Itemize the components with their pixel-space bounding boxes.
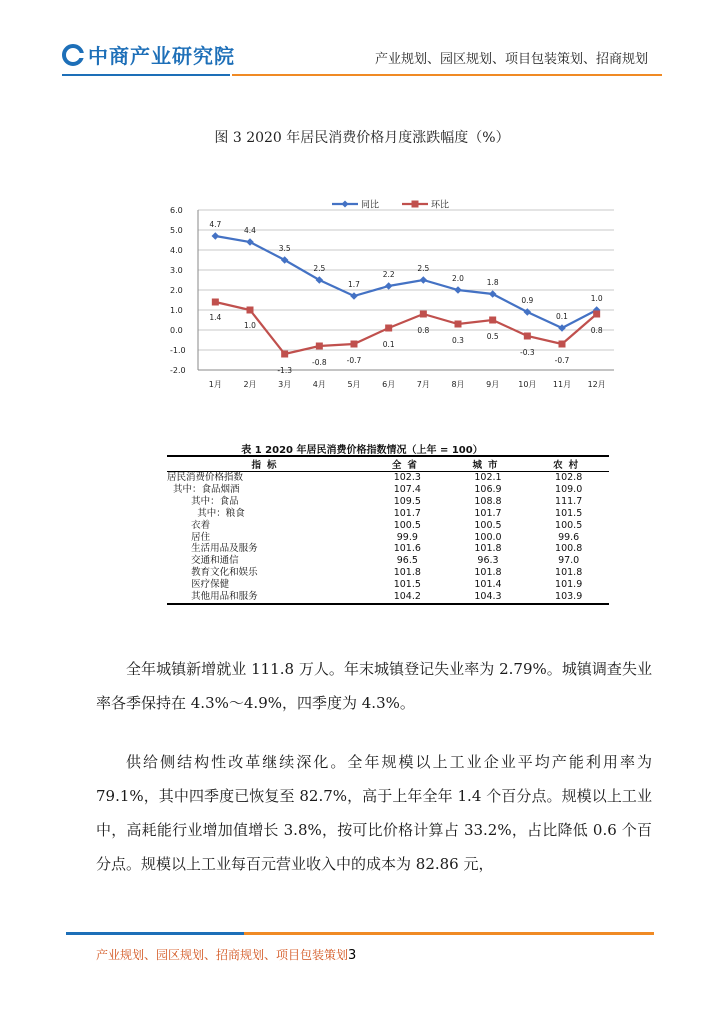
paragraph-text: 全年城镇新增就业 111.8 万人。年末城镇登记失业率为 2.79%。城镇调查失业率各季保持在 4.3%～4.9%，四季度为 4.3%。 bbox=[96, 660, 652, 712]
page-number: 3 bbox=[348, 948, 357, 963]
table-header-row bbox=[167, 456, 609, 472]
cell-province: 107.4 bbox=[393, 483, 421, 495]
y-tick-label: 5.0 bbox=[170, 226, 183, 235]
data-label: 4.4 bbox=[244, 226, 256, 235]
paragraph-employment bbox=[96, 652, 652, 720]
cell-province: 109.5 bbox=[393, 495, 421, 507]
header-tagline: 产业规划、园区规划、项目包装策划、招商规划 bbox=[374, 52, 648, 67]
cell-rural: 101.9 bbox=[555, 579, 583, 591]
cell-rural: 109.0 bbox=[555, 483, 583, 495]
legend-label: 环比 bbox=[431, 200, 450, 211]
row-label: 衣着 bbox=[167, 519, 211, 531]
table-row bbox=[167, 532, 609, 544]
row-label: 生活用品及服务 bbox=[167, 543, 258, 555]
data-point-yoy bbox=[350, 292, 358, 300]
data-label: 1.0 bbox=[244, 321, 256, 330]
row-label: 医疗保健 bbox=[167, 579, 230, 591]
data-point-mom bbox=[559, 341, 566, 348]
data-point-yoy bbox=[420, 276, 428, 284]
cell-province: 101.8 bbox=[393, 567, 421, 579]
figure-title: 图 3 2020 年居民消费价格月度涨跌幅度（%） bbox=[214, 130, 510, 146]
data-point-yoy bbox=[489, 290, 497, 298]
data-label: 2.0 bbox=[452, 274, 464, 283]
x-tick-label: 7月 bbox=[416, 380, 430, 389]
cell-city: 96.3 bbox=[477, 555, 499, 567]
cell-city: 101.8 bbox=[474, 543, 502, 555]
y-tick-label: 4.0 bbox=[170, 246, 183, 255]
table-row bbox=[167, 591, 609, 604]
data-label: 1.8 bbox=[486, 278, 499, 287]
cell-rural: 100.5 bbox=[555, 519, 583, 531]
row-label: 其中：食品 bbox=[167, 495, 239, 507]
cell-city: 101.8 bbox=[474, 567, 502, 579]
data-point-mom bbox=[281, 351, 288, 358]
table-row bbox=[167, 508, 609, 520]
cell-rural: 101.5 bbox=[555, 507, 583, 519]
paragraph-supply-side bbox=[96, 745, 652, 881]
cell-province: 100.5 bbox=[393, 519, 421, 531]
x-tick-label: 12月 bbox=[587, 380, 606, 389]
logo-text: 中商产业研究院 bbox=[88, 44, 235, 68]
cell-rural: 103.9 bbox=[528, 591, 609, 604]
data-point-mom bbox=[316, 343, 323, 350]
data-point-yoy bbox=[524, 308, 532, 316]
footer bbox=[96, 946, 356, 963]
table-row bbox=[167, 484, 609, 496]
cell-province: 99.9 bbox=[396, 531, 418, 543]
legend-label: 同比 bbox=[361, 200, 380, 211]
data-point-mom bbox=[247, 307, 254, 314]
data-point-yoy bbox=[212, 232, 220, 240]
header-divider-blue bbox=[62, 74, 230, 76]
cpi-line-chart bbox=[160, 192, 620, 402]
cell-city: 101.4 bbox=[474, 579, 502, 591]
data-point-mom bbox=[489, 317, 496, 324]
data-point-mom bbox=[212, 299, 219, 306]
data-label: -0.3 bbox=[520, 348, 535, 357]
data-label: 0.1 bbox=[382, 340, 395, 349]
data-label: 2.2 bbox=[382, 270, 395, 279]
data-label: 2.5 bbox=[417, 264, 430, 273]
row-label: 居民消费价格指数 bbox=[167, 472, 244, 483]
y-tick-label: 1.0 bbox=[170, 306, 183, 315]
y-tick-label: 2.0 bbox=[170, 286, 183, 295]
cell-province: 96.5 bbox=[396, 555, 418, 567]
y-tick-label: 6.0 bbox=[170, 206, 183, 215]
cell-city: 108.8 bbox=[474, 495, 502, 507]
row-label: 其中：食品烟酒 bbox=[167, 483, 240, 495]
table-row bbox=[167, 567, 609, 579]
cell-rural: 111.7 bbox=[555, 495, 583, 507]
col-header-city: 城市 bbox=[448, 456, 529, 472]
logo-icon bbox=[62, 44, 84, 66]
company-logo bbox=[62, 40, 235, 69]
data-point-yoy bbox=[558, 324, 566, 332]
header-divider-orange bbox=[232, 74, 662, 76]
footer-tagline: 产业规划、园区规划、招商规划、项目包装策划 bbox=[96, 948, 349, 962]
col-header-indicator: 指标 bbox=[167, 456, 367, 472]
y-tick-label: 3.0 bbox=[170, 266, 183, 275]
x-tick-label: 1月 bbox=[208, 380, 222, 389]
data-label: 0.5 bbox=[486, 332, 499, 341]
data-label: 1.7 bbox=[348, 280, 360, 289]
data-label: 0.8 bbox=[417, 326, 430, 335]
data-point-mom bbox=[385, 325, 392, 332]
x-tick-label: 4月 bbox=[312, 380, 326, 389]
data-label: 0.1 bbox=[556, 312, 568, 321]
cell-city: 104.3 bbox=[448, 591, 529, 604]
col-header-rural: 农村 bbox=[528, 456, 609, 472]
cell-province: 101.6 bbox=[393, 543, 421, 555]
cell-rural: 99.6 bbox=[558, 531, 580, 543]
data-label: 2.5 bbox=[313, 264, 326, 273]
table-title: 表 1 2020 年居民消费价格指数情况（上年 = 100） bbox=[241, 445, 483, 456]
x-tick-label: 10月 bbox=[518, 380, 537, 389]
x-tick-label: 8月 bbox=[451, 380, 465, 389]
data-label: 3.5 bbox=[278, 244, 291, 253]
x-tick-label: 5月 bbox=[347, 380, 361, 389]
data-label: -1.3 bbox=[277, 366, 292, 375]
row-label: 教育文化和娱乐 bbox=[167, 567, 258, 579]
data-label: 4.7 bbox=[209, 220, 222, 229]
x-tick-label: 2月 bbox=[243, 380, 257, 389]
cell-city: 100.0 bbox=[474, 531, 502, 543]
cell-city: 100.5 bbox=[474, 519, 502, 531]
cell-rural: 101.8 bbox=[555, 567, 583, 579]
col-header-province: 全省 bbox=[367, 456, 448, 472]
table-row bbox=[167, 496, 609, 508]
cell-city: 102.1 bbox=[474, 472, 502, 483]
row-label: 居住 bbox=[167, 531, 211, 543]
data-label: 0.3 bbox=[452, 336, 464, 345]
cell-province: 104.2 bbox=[367, 591, 448, 604]
table-row bbox=[167, 579, 609, 591]
cell-province: 101.5 bbox=[393, 579, 421, 591]
table-row bbox=[167, 543, 609, 555]
data-point-yoy bbox=[385, 282, 393, 290]
data-label: 0.8 bbox=[590, 326, 603, 335]
cell-rural: 102.8 bbox=[555, 472, 583, 483]
cell-province: 102.3 bbox=[393, 472, 421, 483]
data-point-yoy bbox=[454, 286, 462, 294]
cell-rural: 97.0 bbox=[558, 555, 580, 567]
table-row bbox=[167, 520, 609, 532]
footer-divider-orange bbox=[244, 932, 654, 935]
data-point-mom bbox=[524, 333, 531, 340]
paragraph-text: 供给侧结构性改革继续深化。全年规模以上工业企业平均产能利用率为 79.1%，其中四季度已恢复至 82.7%，高于上年全年 1.4 个百分点。规模以上工业中，高耗能行业增加值增长 3.8%，按可比价格计算占 33.2%，占比降低 0.6 个百分点。规模以上工业每百元营业收入中的成本为 82.86 元， bbox=[96, 753, 652, 873]
data-label: -0.8 bbox=[312, 358, 327, 367]
table-row bbox=[167, 472, 609, 484]
data-point-mom bbox=[593, 311, 600, 318]
data-label: -0.7 bbox=[346, 356, 362, 365]
row-label: 交通和通信 bbox=[167, 555, 239, 567]
cell-city: 101.7 bbox=[474, 507, 502, 519]
data-point-mom bbox=[351, 341, 358, 348]
legend-marker bbox=[412, 201, 419, 208]
legend-marker bbox=[342, 201, 349, 208]
row-label: 其他用品和服务 bbox=[167, 591, 367, 604]
data-point-mom bbox=[455, 321, 462, 328]
data-label: 1.4 bbox=[209, 313, 222, 322]
cell-province: 101.7 bbox=[393, 507, 421, 519]
y-tick-label: 0.0 bbox=[170, 326, 183, 335]
data-label: -0.7 bbox=[554, 356, 570, 365]
row-label: 其中：粮食 bbox=[167, 507, 245, 519]
x-tick-label: 9月 bbox=[486, 380, 500, 389]
x-tick-label: 3月 bbox=[278, 380, 292, 389]
x-tick-label: 11月 bbox=[552, 380, 572, 389]
data-point-mom bbox=[420, 311, 427, 318]
table-row bbox=[167, 555, 609, 567]
y-tick-label: -2.0 bbox=[170, 366, 186, 375]
cpi-index-table bbox=[167, 455, 609, 605]
data-label: 1.0 bbox=[590, 294, 603, 303]
y-tick-label: -1.0 bbox=[170, 346, 186, 355]
x-tick-label: 6月 bbox=[382, 380, 396, 389]
data-point-yoy bbox=[246, 238, 254, 246]
data-label: 0.9 bbox=[521, 296, 534, 305]
footer-divider-blue bbox=[66, 932, 244, 935]
cell-rural: 100.8 bbox=[555, 543, 583, 555]
cell-city: 106.9 bbox=[474, 483, 502, 495]
